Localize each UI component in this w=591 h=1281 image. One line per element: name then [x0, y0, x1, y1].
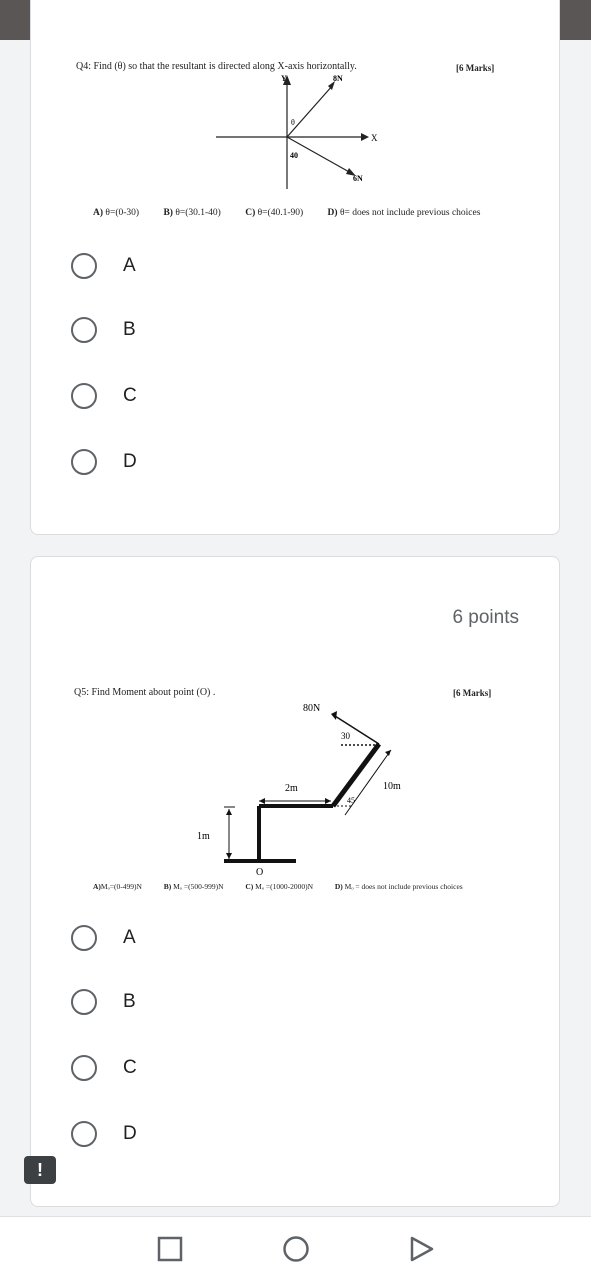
option-label: D — [123, 1123, 137, 1144]
q4-choice-a-key: A) — [93, 208, 104, 218]
q5-choice-c-key: C) — [245, 882, 254, 891]
q4-force-diagram — [211, 71, 391, 191]
q5-angle45-label: 45 — [347, 796, 355, 805]
q5-force-label: 80N — [303, 703, 321, 714]
radio-button[interactable] — [71, 317, 97, 343]
radio-button[interactable] — [71, 989, 97, 1015]
q4-choice-c: θ=(40.1-90) — [257, 208, 304, 218]
q5-marks: [6 Marks] — [453, 688, 492, 698]
option-label: D — [123, 451, 137, 472]
option-label: B — [123, 319, 136, 340]
q4-theta-label: θ — [291, 118, 295, 127]
q5-choice-b: Mₒ =(500-999)N — [173, 882, 224, 891]
q4-option-b[interactable] — [71, 313, 136, 347]
radio-button[interactable] — [71, 383, 97, 409]
q4-6n-label: 6N — [353, 174, 363, 183]
q5-choice-a-key: A) — [93, 882, 101, 891]
q5-10m-label: 10m — [383, 781, 401, 792]
q5-angle30-label: 30 — [341, 731, 350, 741]
q5-choice-a: Mₒ=(0-499)N — [100, 882, 142, 891]
q5-option-a[interactable] — [71, 921, 136, 955]
q4-title: Q4: Find (θ) so that the resultant is directed along X-axis horizontally. — [76, 61, 357, 72]
q5-choice-b-key: B) — [163, 882, 172, 891]
q4-choice-b: θ=(30.1-40) — [175, 208, 221, 218]
option-label: A — [123, 927, 136, 948]
q5-choice-d-key: D) — [334, 882, 343, 891]
q5-o-label: O — [256, 867, 264, 878]
q4-choices — [93, 208, 480, 218]
q5-2m-label: 2m — [285, 783, 298, 794]
q5-points: 6 points — [452, 607, 519, 628]
option-label: A — [123, 255, 136, 276]
radio-button[interactable] — [71, 1121, 97, 1147]
q4-angle-label: 40 — [290, 151, 298, 160]
option-label: C — [123, 385, 137, 406]
q4-image — [31, 51, 561, 221]
navigation-bar — [0, 1216, 591, 1281]
option-label: B — [123, 991, 136, 1012]
q5-1m-label: 1m — [197, 831, 210, 842]
q5-image — [31, 685, 561, 895]
q4-choice-c-key: C) — [245, 208, 256, 218]
radio-button[interactable] — [71, 449, 97, 475]
q4-y-label: Y — [281, 74, 287, 83]
q5-option-b[interactable] — [71, 985, 136, 1019]
q5-option-d[interactable] — [71, 1117, 137, 1151]
radio-button[interactable] — [71, 253, 97, 279]
q4-x-label: X — [371, 133, 378, 143]
q4-8n-label: 8N — [333, 74, 343, 83]
q4-marks: [6 Marks] — [456, 63, 495, 73]
q4-option-d[interactable] — [71, 445, 137, 479]
q4-option-c[interactable] — [71, 379, 137, 413]
q5-option-c[interactable] — [71, 1051, 137, 1085]
recents-icon[interactable] — [156, 1235, 184, 1263]
option-label: C — [123, 1057, 137, 1078]
radio-button[interactable] — [71, 925, 97, 951]
q4-choice-d: θ= does not include previous choices — [339, 208, 481, 218]
question-card-q4 — [30, 0, 560, 535]
q4-choice-a: θ=(0-30) — [105, 208, 140, 218]
q4-option-a[interactable] — [71, 249, 136, 283]
q4-choice-b-key: B) — [163, 208, 173, 218]
question-card-q5 — [30, 556, 560, 1207]
q5-title: Q5: Find Moment about point (O) . — [74, 687, 216, 698]
q5-frame-diagram — [191, 699, 411, 879]
q5-choices — [93, 882, 463, 891]
report-button[interactable]: ! — [24, 1156, 56, 1184]
q4-choice-d-key: D) — [327, 208, 338, 218]
q5-choice-c: Mₒ =(1000-2000)N — [255, 882, 313, 891]
radio-button[interactable] — [71, 1055, 97, 1081]
home-icon[interactable] — [282, 1235, 310, 1263]
back-icon[interactable] — [408, 1235, 436, 1263]
q5-choice-d: Mₒ = does not include previous choices — [344, 882, 463, 891]
